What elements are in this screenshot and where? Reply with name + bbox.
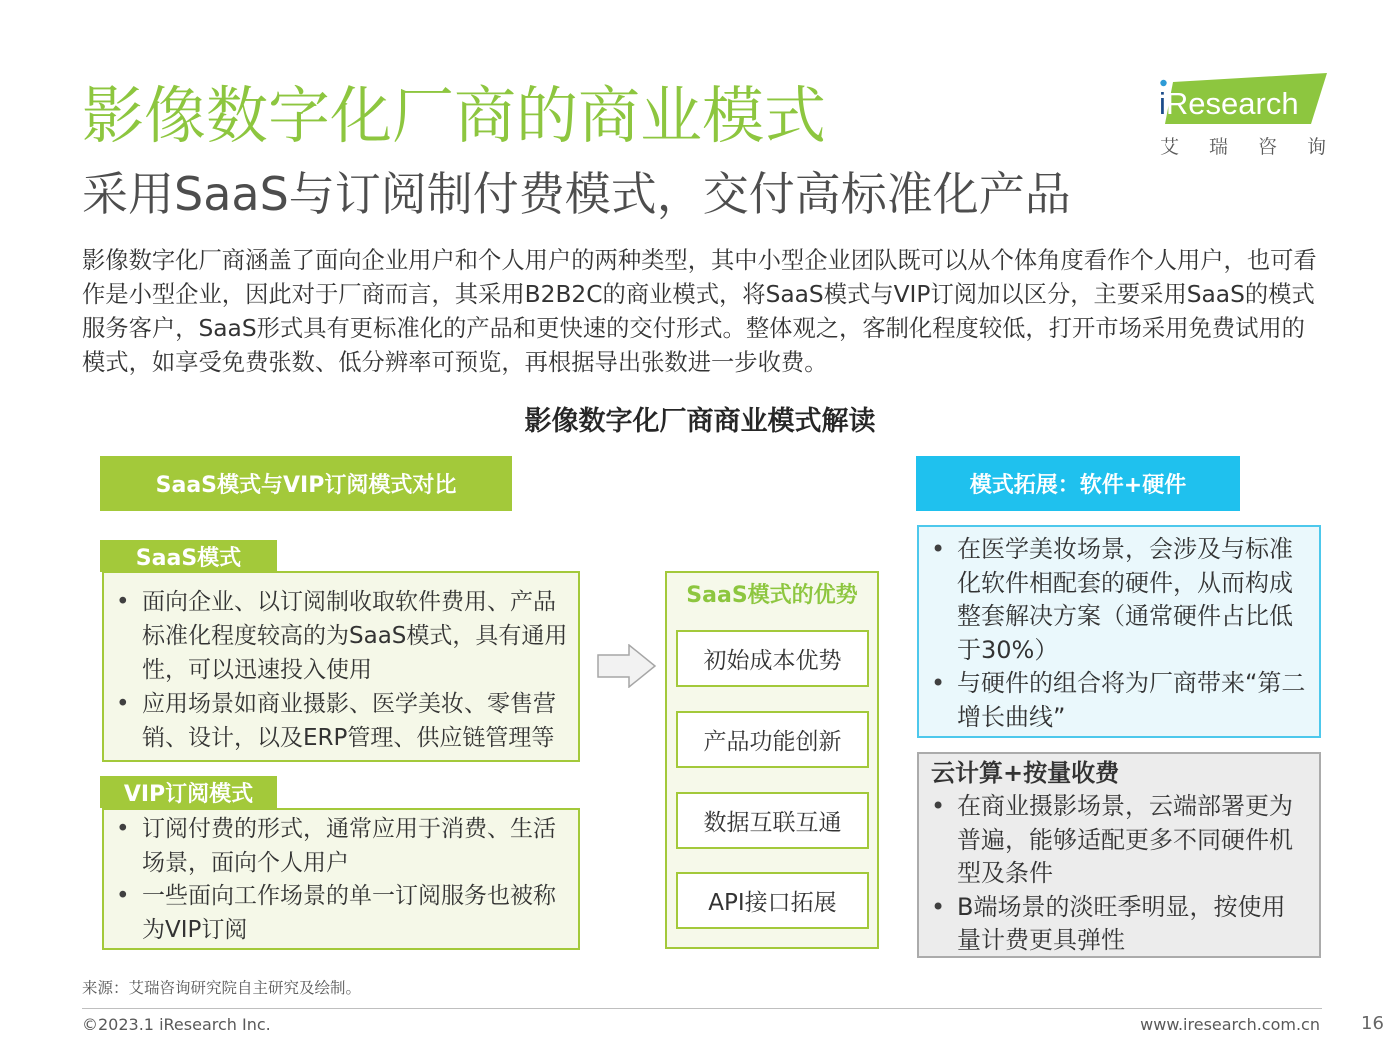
bullet-item: • 订阅付费的形式，通常应用于消费、生活场景，面向个人用户 — [104, 813, 570, 880]
bullet-item: • 面向企业、以订阅制收取软件费用、产品标准化程度较高的为SaaS模式，具有通用性，可以迅速投入使用 — [104, 585, 570, 687]
page-title: 影像数字化厂商的商业模式 — [82, 79, 827, 152]
footer-divider — [82, 1008, 1322, 1009]
advantage-item — [676, 792, 869, 849]
iresearch-logo — [1153, 68, 1329, 130]
saas-tab — [100, 540, 277, 572]
copyright: ©2023.1 iResearch Inc. — [82, 1015, 271, 1034]
saas-bullet-list — [104, 585, 570, 755]
bullet-item: • 在商业摄影场景，云端部署更为普遍，能够适配更多不同硬件机型及条件 — [919, 790, 1309, 891]
cloud-bullet-list — [919, 790, 1309, 958]
extension-banner-label: 模式拓展：软件+硬件 — [969, 473, 1187, 498]
saas-advantages-box — [665, 571, 879, 949]
advantage-label: 初始成本优势 — [703, 648, 842, 674]
comparison-banner — [100, 456, 512, 511]
comparison-banner-label: SaaS模式与VIP订阅模式对比 — [155, 473, 457, 498]
source-note: 来源：艾瑞咨询研究院自主研究及绘制。 — [82, 979, 362, 997]
saas-box — [102, 571, 580, 762]
svg-text:iResearch — [1159, 86, 1299, 121]
bullet-item: • 应用场景如商业摄影、医学美妆、零售营销、设计，以及ERP管理、供应链管理等 — [104, 687, 570, 755]
advantage-label: API接口拓展 — [708, 890, 837, 916]
advantage-item — [676, 630, 869, 687]
vip-tab — [100, 776, 277, 808]
advantage-label: 产品功能创新 — [703, 729, 842, 755]
logo-mark: i — [1159, 86, 1166, 121]
advantage-label: 数据互联互通 — [703, 810, 842, 836]
vip-tab-label: VIP订阅模式 — [123, 781, 254, 807]
intro-paragraph: 影像数字化厂商涵盖了面向企业用户和个人用户的两种类型，其中小型企业团队既可以从个体角度看作个人用户，也可看作是小型企业，因此对于厂商而言，其采用B2B2C的商业模式，将SaaS模式与VIP订阅加以区分，主要采用SaaS的模式服务客户，SaaS形式具有更标准化的产品和更快速的交付形式。整体观之，客制化程度较低，打开市场采用免费试用的模式，如享受免费张数、低分辨率可预览，再根据导出张数进一步收费。 — [82, 247, 1317, 376]
advantage-item — [676, 711, 869, 768]
extension-banner — [916, 456, 1240, 511]
advantage-item — [676, 872, 869, 929]
vip-bullet-list — [104, 813, 570, 947]
right-arrow-icon — [597, 644, 657, 688]
bullet-item: • 在医学美妆场景，会涉及与标准化软件相配套的硬件，从而构成整套解决方案（通常硬件占比低于30%） — [919, 533, 1309, 667]
cloud-heading: 云计算+按量收费 — [931, 759, 1120, 787]
logo-name: Research — [1165, 86, 1299, 121]
website-link: www.iresearch.com.cn — [1140, 1015, 1320, 1034]
page-subtitle: 采用SaaS与订阅制付费模式，交付高标准化产品 — [82, 167, 1071, 221]
hardware-box — [917, 525, 1321, 738]
saas-tab-label: SaaS模式 — [135, 545, 242, 571]
diagram-title: 影像数字化厂商商业模式解读 — [524, 406, 876, 437]
vip-box — [102, 808, 580, 950]
saas-advantages-title: SaaS模式的优势 — [686, 583, 858, 608]
hardware-bullet-list — [919, 533, 1309, 735]
bullet-item: • B端场景的淡旺季明显，按使用量计费更具弹性 — [919, 891, 1309, 958]
bullet-item: • 一些面向工作场景的单一订阅服务也被称为VIP订阅 — [104, 880, 570, 947]
logo-dot-icon — [1160, 80, 1166, 86]
logo-chinese-name: 艾瑞咨询 — [1160, 136, 1357, 158]
bullet-item: • 与硬件的组合将为厂商带来“第二增长曲线” — [919, 667, 1309, 734]
cloud-box — [917, 752, 1321, 958]
page-number: 16 — [1361, 1013, 1384, 1034]
